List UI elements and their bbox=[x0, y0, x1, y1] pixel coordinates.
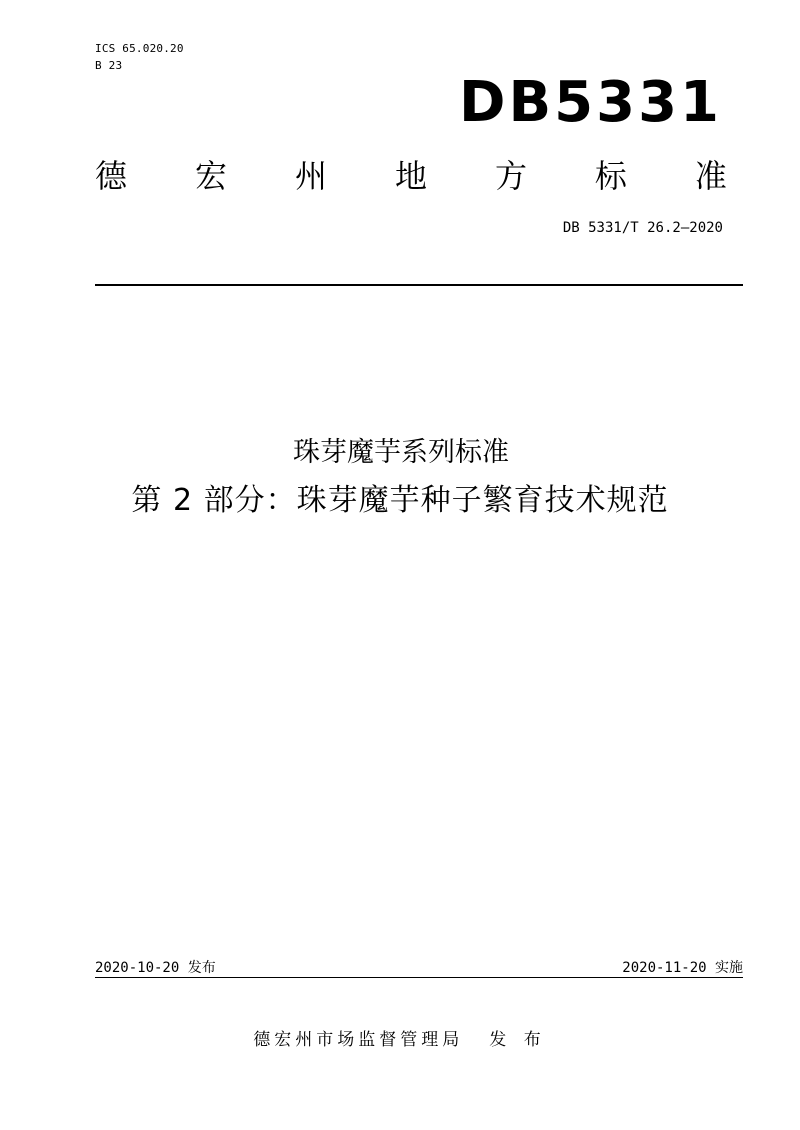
header-divider bbox=[95, 284, 743, 286]
ics-code: ICS 65.020.20 bbox=[95, 42, 184, 55]
issue-date: 2020-10-20 发布 bbox=[95, 960, 216, 976]
standard-type-char: 德 bbox=[95, 157, 128, 195]
classification-codes bbox=[95, 40, 184, 74]
standard-type-char: 准 bbox=[694, 157, 727, 195]
standard-type-char: 方 bbox=[494, 157, 527, 195]
standard-type-char: 宏 bbox=[194, 157, 227, 195]
standard-type-char: 标 bbox=[594, 157, 627, 195]
implement-date: 2020-11-20 实施 bbox=[622, 960, 743, 976]
standard-number: DB 5331/T 26.2—2020 bbox=[562, 220, 723, 236]
db-logo: DB5331 bbox=[458, 70, 722, 135]
title-series: 珠芽魔芋系列标准 bbox=[293, 437, 509, 468]
document-title bbox=[0, 428, 800, 524]
ccs-code: B 23 bbox=[95, 59, 123, 72]
publisher-name: 德宏州市场监督管理局 bbox=[253, 1030, 464, 1050]
footer-divider bbox=[95, 977, 743, 978]
standard-type-heading bbox=[95, 154, 727, 198]
publisher bbox=[0, 1028, 800, 1052]
date-row bbox=[95, 958, 743, 978]
standard-type-char: 地 bbox=[394, 157, 427, 195]
title-part: 第 2 部分：珠芽魔芋种子繁育技术规范 bbox=[131, 483, 669, 518]
standard-type-char: 州 bbox=[294, 157, 327, 195]
publisher-action: 发 布 bbox=[489, 1030, 547, 1050]
